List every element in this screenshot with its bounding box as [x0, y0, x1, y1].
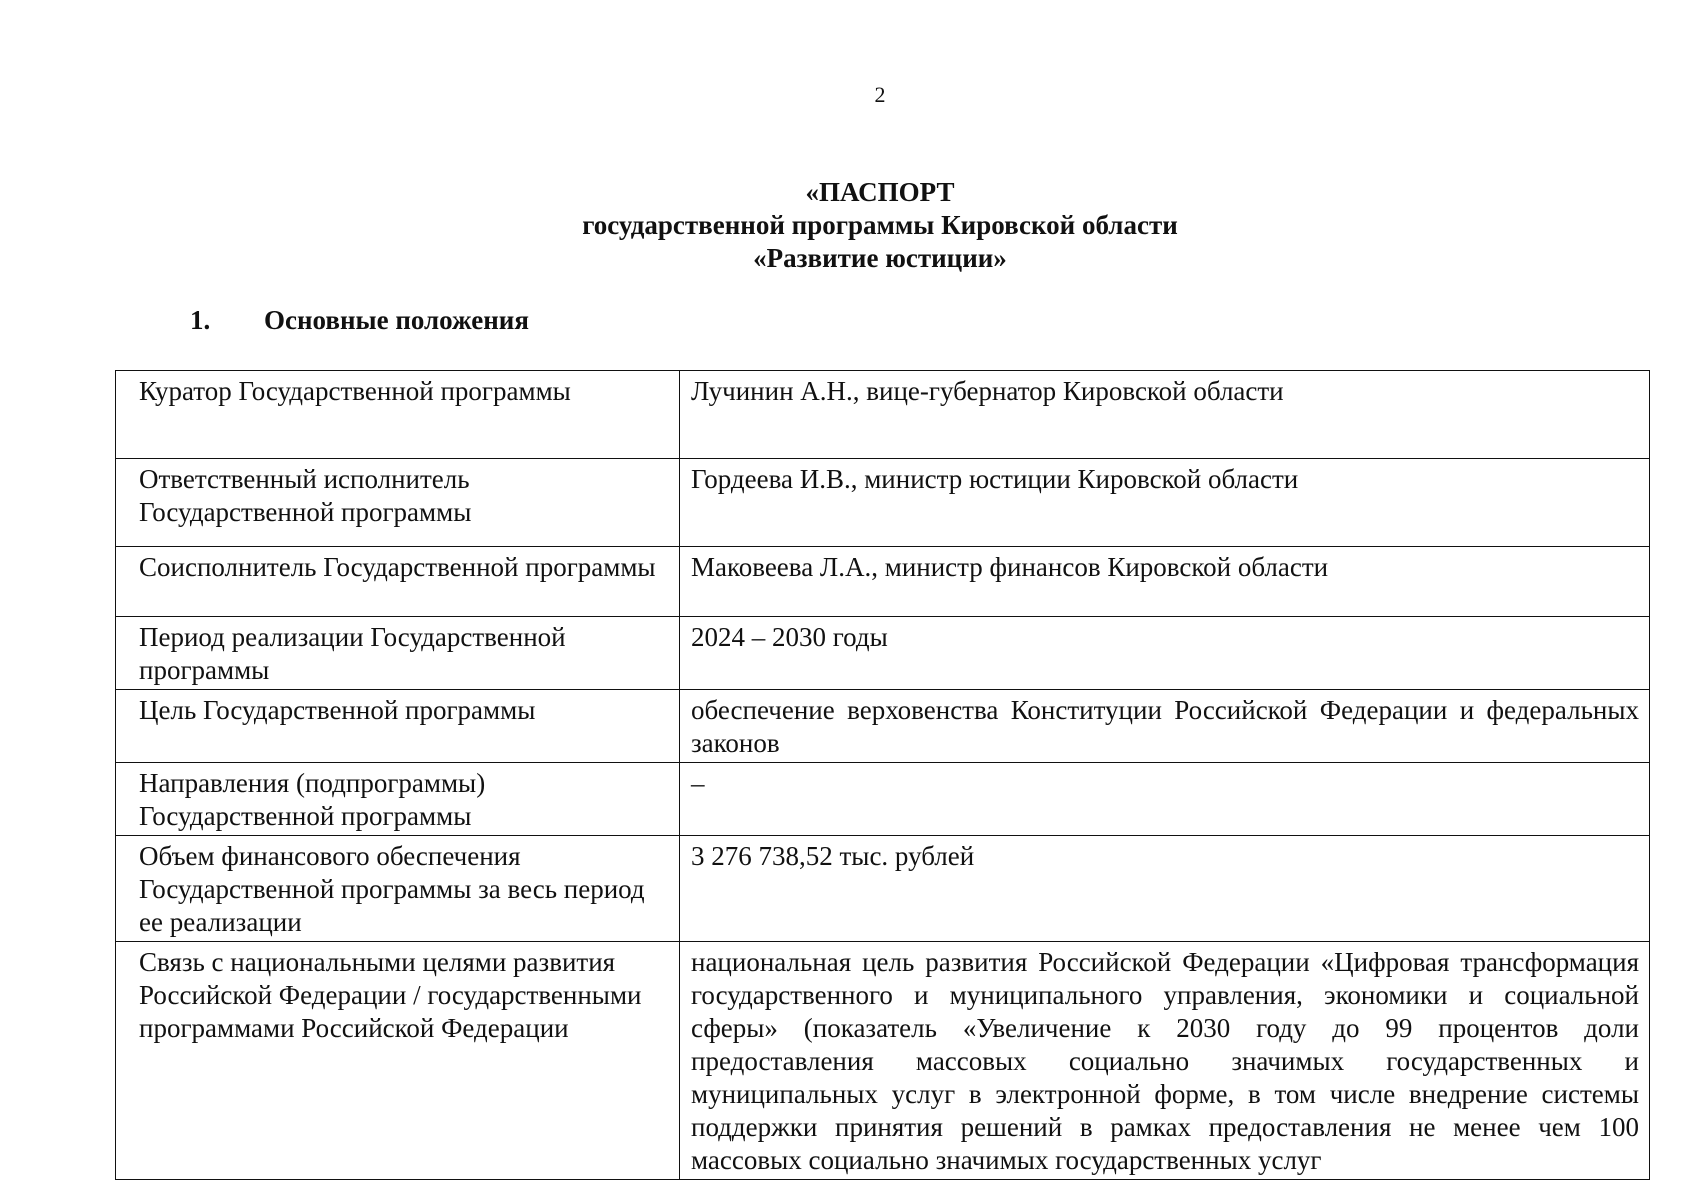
row-label: Направления (подпрограммы) Государственной программы — [116, 763, 680, 836]
section-number: 1. — [190, 305, 211, 335]
row-value: обеспечение верховенства Конституции Российской Федерации и федеральных законов — [680, 690, 1650, 763]
document-title — [0, 176, 1699, 275]
table-row — [116, 371, 1650, 459]
table-row — [116, 617, 1650, 690]
row-value-cell — [680, 942, 1650, 1180]
row-label: Объем финансового обеспечения Государственной программы за весь период ее реализации — [116, 836, 680, 942]
row-label: Куратор Государственной программы — [116, 371, 680, 459]
section-heading — [190, 304, 529, 337]
row-label: Связь с национальными целями развития Российской Федерации / государственными программами Российской Федерации — [116, 942, 680, 1180]
row-label: Цель Государственной программы — [116, 690, 680, 763]
table-row — [116, 459, 1650, 547]
row-label: Соисполнитель Государственной программы — [116, 547, 680, 617]
passport-table — [115, 370, 1650, 1180]
row-value: 2024 – 2030 годы — [680, 617, 1650, 690]
row-value: Маковеева Л.А., министр финансов Кировской области — [680, 547, 1650, 617]
row-value: Лучинин А.Н., вице-губернатор Кировской области — [680, 371, 1650, 459]
row-label: Ответственный исполнитель Государственной программы — [116, 459, 680, 547]
page-number: 2 — [874, 82, 886, 107]
table-row — [116, 690, 1650, 763]
row-label: Период реализации Государственной программы — [116, 617, 680, 690]
section-title: Основные положения — [264, 305, 529, 335]
table-row — [116, 942, 1650, 1180]
row-value: – — [680, 763, 1650, 836]
row-value: национальная цель развития Российской Федерации «Цифровая трансформация государственного и муниципального управления, экономики и социальной сферы» (показатель «Увеличение к 2030 году до 99 процентов доли предоставления массовых социально значимых государственных и муниципальных услуг в электронной форме, в том числе внедрение системы поддержки принятия решений в рамках предоставления не менее чем 100 массовых социально значимых государственных услуг — [691, 947, 1639, 1175]
table-row — [116, 836, 1650, 942]
row-value: 3 276 738,52 тыс. рублей — [680, 836, 1650, 942]
title-line-2: государственной программы Кировской области — [582, 210, 1178, 240]
table-row — [116, 547, 1650, 617]
table-row — [116, 763, 1650, 836]
row-value: Гордеева И.В., министр юстиции Кировской области — [680, 459, 1650, 547]
title-line-3: «Развитие юстиции» — [753, 243, 1007, 273]
title-line-1: «ПАСПОРТ — [805, 177, 955, 207]
